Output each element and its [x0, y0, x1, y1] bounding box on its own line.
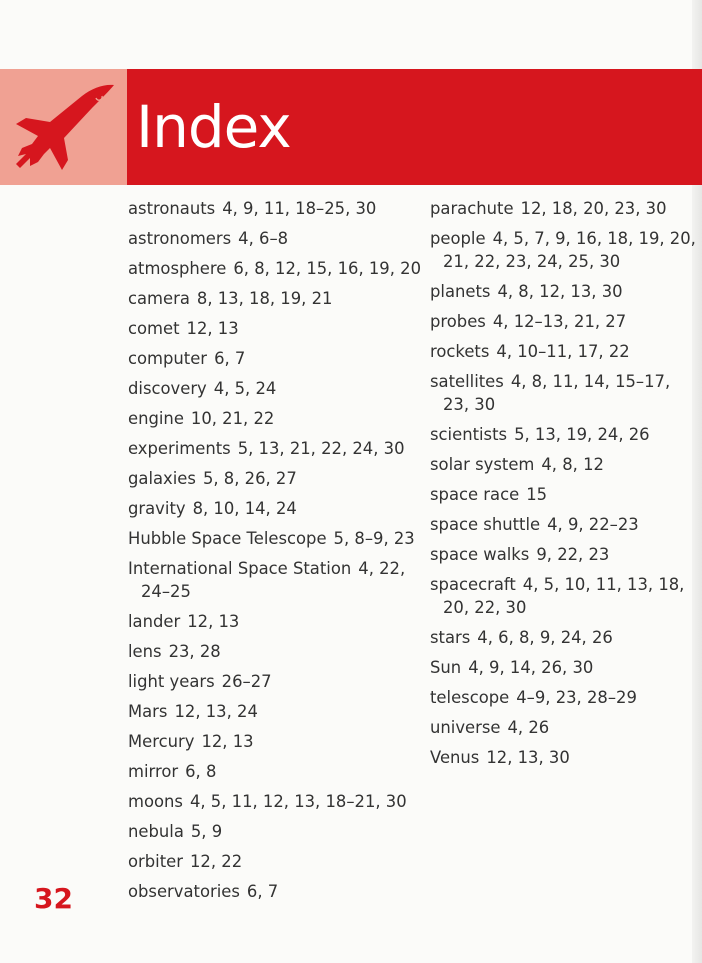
index-pages: 4, 22, 24–25: [141, 559, 406, 601]
index-pages: 5, 9: [190, 822, 223, 841]
index-entry: [128, 850, 423, 873]
index-entry: [128, 730, 423, 753]
index-entry: [128, 227, 423, 250]
index-term: space walks: [430, 545, 530, 564]
index-term: probes: [430, 312, 486, 331]
index-entry: [128, 557, 423, 603]
index-pages: 5, 8–9, 23: [333, 529, 415, 548]
index-entry: [430, 626, 698, 649]
index-entry: [128, 760, 423, 783]
index-entry: [430, 573, 698, 619]
index-pages: 4–9, 23, 28–29: [516, 688, 637, 707]
index-pages: 5, 8, 26, 27: [202, 469, 297, 488]
index-pages: 10, 21, 22: [190, 409, 275, 428]
index-entry: [128, 347, 423, 370]
index-pages: 12, 13: [201, 732, 254, 751]
index-entry: [128, 407, 423, 430]
index-entry: [430, 227, 698, 273]
index-entry: [430, 513, 698, 536]
index-term: solar system: [430, 455, 535, 474]
index-pages: 12, 13: [186, 319, 239, 338]
index-term: rockets: [430, 342, 490, 361]
index-term: camera: [128, 289, 190, 308]
index-entry: [128, 527, 423, 550]
index-pages: 12, 13, 24: [174, 702, 258, 721]
index-term: observatories: [128, 882, 240, 901]
index-entry: [128, 880, 423, 903]
index-pages: 4, 8, 11, 14, 15–17, 23, 30: [443, 372, 671, 414]
index-entry: [128, 610, 423, 633]
index-pages: 4, 8, 12, 13, 30: [497, 282, 623, 301]
index-pages: 4, 9, 14, 26, 30: [468, 658, 594, 677]
index-entry: [430, 453, 698, 476]
index-entry: [128, 640, 423, 663]
index-entry: [430, 543, 698, 566]
index-pages: 9, 22, 23: [536, 545, 610, 564]
index-term: orbiter: [128, 852, 183, 871]
index-term: atmosphere: [128, 259, 227, 278]
index-term: scientists: [430, 425, 508, 444]
index-pages: 12, 13, 30: [486, 748, 570, 767]
index-term: discovery: [128, 379, 207, 398]
index-term: Mars: [128, 702, 168, 721]
index-pages: 6, 7: [214, 349, 246, 368]
index-term: astronauts: [128, 199, 216, 218]
index-entry: [430, 483, 698, 506]
index-term: satellites: [430, 372, 504, 391]
index-term: parachute: [430, 199, 514, 218]
page-title: Index: [136, 93, 291, 161]
page-number: 32: [34, 882, 73, 915]
index-pages: 12, 18, 20, 23, 30: [520, 199, 667, 218]
index-term: Hubble Space Telescope: [128, 529, 327, 548]
index-pages: 4, 5, 24: [213, 379, 277, 398]
index-pages: 12, 22: [189, 852, 243, 871]
index-term: astronomers: [128, 229, 232, 248]
index-pages: 4, 6–8: [238, 229, 289, 248]
index-pages: 6, 8: [185, 762, 217, 781]
index-pages: 4, 12–13, 21, 27: [492, 312, 627, 331]
index-pages: 4, 9, 22–23: [547, 515, 639, 534]
index-entry: [128, 670, 423, 693]
index-term: stars: [430, 628, 471, 647]
index-entry: [128, 287, 423, 310]
index-entry: [430, 716, 698, 739]
index-column-left: [128, 197, 423, 910]
index-pages: 5, 13, 21, 22, 24, 30: [237, 439, 405, 458]
index-entry: [430, 197, 698, 220]
index-term: telescope: [430, 688, 510, 707]
index-entry: [128, 197, 423, 220]
index-term: galaxies: [128, 469, 196, 488]
index-pages: 4, 26: [507, 718, 550, 737]
index-term: universe: [430, 718, 501, 737]
index-entry: [430, 280, 698, 303]
index-entry: [128, 497, 423, 520]
index-term: spacecraft: [430, 575, 516, 594]
index-term: engine: [128, 409, 184, 428]
index-term: space race: [430, 485, 520, 504]
index-entry: [128, 437, 423, 460]
index-term: planets: [430, 282, 491, 301]
space-shuttle-icon: [4, 78, 122, 176]
index-entry: [430, 310, 698, 333]
index-entry: [128, 467, 423, 490]
index-pages: 4, 8, 12: [541, 455, 604, 474]
index-pages: 4, 5, 11, 12, 13, 18–21, 30: [189, 792, 407, 811]
index-pages: 6, 8, 12, 15, 16, 19, 20: [233, 259, 422, 278]
index-entry: [430, 423, 698, 446]
index-term: nebula: [128, 822, 184, 841]
index-entry: [128, 700, 423, 723]
index-term: Mercury: [128, 732, 195, 751]
index-entry: [430, 370, 698, 416]
index-pages: 15: [526, 485, 548, 504]
index-pages: 12, 13: [187, 612, 240, 631]
index-pages: 26–27: [221, 672, 272, 691]
index-term: computer: [128, 349, 208, 368]
index-pages: 5, 13, 19, 24, 26: [514, 425, 650, 444]
index-entry: [128, 820, 423, 843]
index-pages: 8, 13, 18, 19, 21: [196, 289, 333, 308]
index-pages: 23, 28: [168, 642, 221, 661]
index-entry: [128, 377, 423, 400]
index-term: mirror: [128, 762, 179, 781]
index-term: light years: [128, 672, 215, 691]
index-term: moons: [128, 792, 183, 811]
index-term: lens: [128, 642, 162, 661]
index-entry: [128, 790, 423, 813]
index-pages: 4, 9, 11, 18–25, 30: [222, 199, 377, 218]
index-entry: [430, 746, 698, 769]
index-term: International Space Station: [128, 559, 352, 578]
index-term: lander: [128, 612, 181, 631]
index-term: people: [430, 229, 486, 248]
index-entry: [430, 656, 698, 679]
index-term: Sun: [430, 658, 462, 677]
index-entry: [128, 317, 423, 340]
index-term: Venus: [430, 748, 480, 767]
index-term: comet: [128, 319, 180, 338]
index-entry: [430, 340, 698, 363]
index-pages: 4, 5, 10, 11, 13, 18, 20, 22, 30: [443, 575, 685, 617]
index-pages: 4, 10–11, 17, 22: [496, 342, 630, 361]
index-pages: 6, 7: [246, 882, 279, 901]
index-entry: [430, 686, 698, 709]
index-column-right: [430, 197, 698, 776]
index-term: gravity: [128, 499, 186, 518]
index-pages: 8, 10, 14, 24: [192, 499, 297, 518]
index-pages: 4, 5, 7, 9, 16, 18, 19, 20, 21, 22, 23, 24, 25, 30: [443, 229, 696, 271]
index-term: space shuttle: [430, 515, 541, 534]
index-pages: 4, 6, 8, 9, 24, 26: [477, 628, 613, 647]
index-term: experiments: [128, 439, 231, 458]
index-entry: [128, 257, 423, 280]
